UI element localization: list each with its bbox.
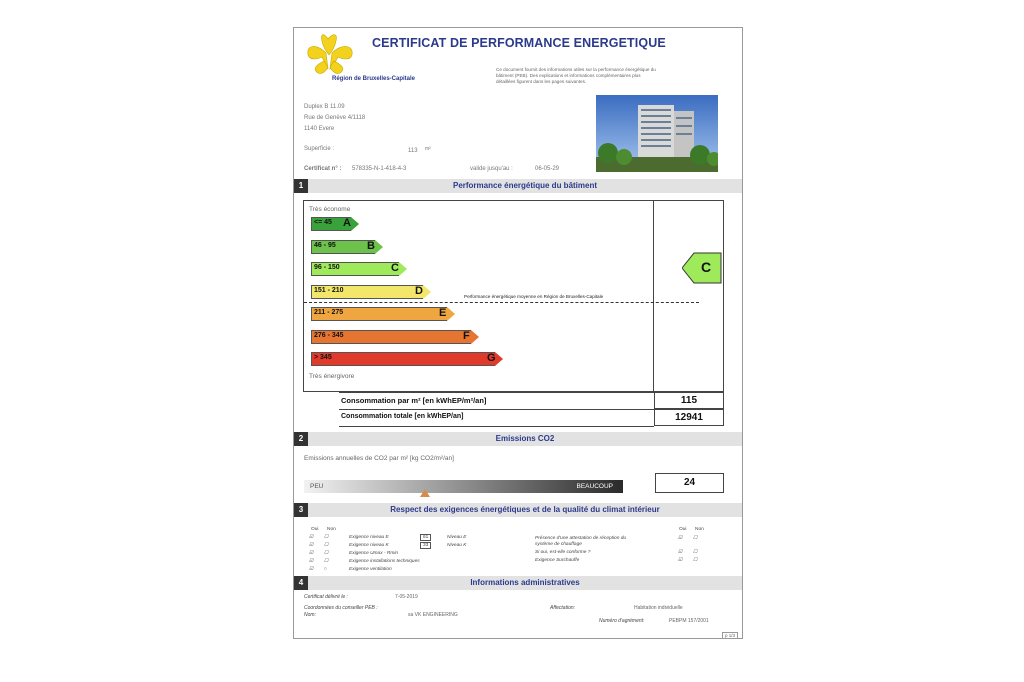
requirement-label: Si oui, est-elle conforme ?	[535, 550, 591, 555]
energy-class-c	[311, 262, 407, 276]
energy-class-tip	[399, 262, 407, 276]
scale-top-label: Très économe	[309, 206, 351, 213]
section-2-number: 2	[294, 432, 308, 446]
requirement-label: Exigence installations techniques	[349, 559, 420, 564]
requirement-extra: Niveau K	[447, 543, 467, 548]
delivered-label: Certificat délivré le :	[304, 594, 348, 600]
requirement-label: Exigence niveau K	[349, 543, 389, 548]
advisor-label: Coordonnées du conseiller PEB :	[304, 605, 378, 611]
energy-class-tip	[375, 240, 383, 254]
valid-until-label: valide jusqu'au :	[470, 166, 513, 172]
check-oui: ☑	[309, 535, 314, 540]
section-4-title: Informations administratives	[470, 578, 580, 587]
address-line-3: 1140 Evere	[304, 126, 335, 132]
section-3-number: 3	[294, 503, 308, 517]
consumption-total-label: Consommation totale [en kWhEP/an]	[341, 413, 464, 420]
delivered-value: 7-05-2019	[395, 594, 418, 600]
cons-line-2	[339, 409, 654, 410]
energy-class-tip	[351, 217, 359, 231]
list-item	[535, 536, 720, 550]
page-title: CERTIFICAT DE PERFORMANCE ENERGETIQUE	[372, 36, 666, 50]
energy-class-range: 276 - 345	[314, 331, 344, 339]
intro-text: Ce document fournit des informations utiles sur la performance énergétique du bâtiment (PEB). Des explications et informations complémentaires plus détaillées figurent dans les pages suivantes.	[496, 67, 656, 84]
energy-class-letter: A	[343, 217, 351, 229]
energy-class-letter: G	[487, 352, 496, 364]
co2-indicator-icon	[420, 489, 430, 497]
list-item	[309, 535, 509, 543]
energy-class-d	[311, 285, 431, 299]
name-value: sa VK ENGINEERING	[408, 612, 458, 618]
average-label: Performance énergétique moyenne en Région de Bruxelles-Capitale	[464, 294, 604, 299]
check-non: ☐	[693, 558, 698, 563]
certificate-label: Certificat n° :	[304, 166, 342, 172]
energy-class-bar	[311, 352, 495, 366]
list-item	[535, 558, 720, 566]
requirement-label: Exigence niveau E	[349, 535, 389, 540]
average-line	[304, 302, 699, 303]
region-name: Région de Bruxelles-Capitale	[332, 76, 416, 82]
energy-class-tip	[495, 352, 503, 366]
requirement-label: Présence d'une attestation de réception du système de chauffage	[535, 536, 627, 547]
section-1-title: Performance énergétique du bâtiment	[452, 181, 598, 190]
surface-unit: m²	[425, 146, 431, 152]
list-item	[309, 567, 509, 575]
section-1-header	[294, 179, 742, 193]
consumption-per-m2-value: 115	[654, 392, 724, 409]
check-oui: ☑	[678, 550, 683, 555]
iris-logo-icon	[298, 31, 362, 77]
energy-class-letter: D	[415, 284, 423, 297]
approval-value: PEBPM 157/2001	[669, 618, 709, 624]
requirement-box: 33	[420, 542, 431, 549]
energy-class-range: 46 - 95	[314, 241, 336, 249]
check-oui: ☑	[678, 558, 683, 563]
section-2-title: Emissions CO2	[495, 434, 555, 443]
current-class-letter: C	[700, 259, 712, 275]
energy-class-letter: F	[463, 329, 470, 342]
check-non: ☐	[324, 543, 329, 548]
co2-scale-bar	[304, 480, 623, 493]
check-non: ☐	[693, 550, 698, 555]
surface-value: 113	[408, 148, 418, 154]
requirement-left-list	[309, 535, 509, 575]
check-oui: ☑	[309, 543, 314, 548]
check-oui: ☑	[678, 536, 683, 541]
requirement-extra: Niveau E	[447, 535, 467, 540]
energy-class-letter: B	[367, 239, 375, 252]
requirement-label: Exigence ventilation	[349, 567, 392, 572]
check-non: ☐	[693, 536, 698, 541]
requirement-label: Exigence Surchauffe	[535, 558, 580, 563]
current-class-box	[654, 200, 724, 392]
section-3-title: Respect des exigences énergétiques et de la qualité du climat intérieur	[390, 505, 660, 514]
energy-class-range: <= 45	[314, 219, 332, 226]
list-item	[309, 559, 509, 567]
name-label: Nom:	[304, 612, 316, 618]
energy-class-range: > 345	[314, 354, 332, 361]
energy-class-range: 151 - 210	[314, 286, 344, 294]
surface-label: Superficie :	[304, 146, 335, 152]
scale-bottom-label: Très énergivore	[309, 373, 355, 380]
energy-class-tip	[471, 330, 479, 344]
consumption-total-value: 12941	[654, 409, 724, 426]
energy-scale-box	[303, 200, 654, 392]
left-non-header: Non	[327, 527, 336, 532]
check-oui: ☑	[309, 551, 314, 556]
section-2-header	[294, 432, 742, 446]
left-oui-header: Oui	[311, 527, 319, 532]
certificate-number: 578335-N-1-418-4-3	[352, 166, 407, 172]
co2-beaucoup-label: BEAUCOUP	[576, 483, 613, 490]
requirement-box: 61	[420, 534, 431, 541]
energy-class-letter: C	[391, 262, 399, 274]
requirement-right-list	[535, 536, 720, 566]
building-photo	[596, 95, 718, 172]
right-non-header: Non	[695, 527, 704, 532]
energy-class-e	[311, 307, 455, 321]
check-non: ○	[324, 567, 327, 572]
energy-class-f	[311, 330, 479, 344]
section-4-header	[294, 576, 742, 590]
check-oui: ☑	[309, 567, 314, 572]
energy-class-range: 211 - 275	[314, 309, 344, 316]
co2-value: 24	[655, 473, 724, 493]
co2-peu-label: PEU	[310, 483, 324, 490]
check-non: ☐	[324, 551, 329, 556]
energy-class-tip	[447, 307, 455, 321]
energy-class-range: 96 - 150	[314, 264, 340, 271]
energy-class-tip	[423, 285, 431, 299]
check-non: ☐	[324, 535, 329, 540]
energy-class-a	[311, 217, 359, 231]
page-number: p 1/3	[722, 632, 738, 639]
section-4-number: 4	[294, 576, 308, 590]
check-oui: ☑	[309, 559, 314, 564]
check-non: ☐	[324, 559, 329, 564]
address-line-1: Duplex B 11.09	[304, 104, 345, 110]
cons-line-3	[339, 426, 654, 427]
energy-class-letter: E	[439, 307, 447, 319]
valid-until-value: 06-05-29	[535, 166, 560, 172]
approval-label: Numéro d'agrément:	[599, 618, 645, 624]
list-item	[309, 543, 509, 551]
energy-class-b	[311, 240, 383, 254]
right-oui-header: Oui	[679, 527, 687, 532]
list-item	[309, 551, 509, 559]
requirement-label: Exigence Umax - Rmin	[349, 551, 399, 556]
section-1-number: 1	[294, 179, 308, 193]
section-3-header	[294, 503, 742, 517]
consumption-per-m2-label: Consommation par m² [en kWhEP/m²/an]	[341, 396, 487, 405]
affectation-label: Affectation:	[550, 605, 576, 611]
affectation-value: Habitation individuelle	[634, 605, 683, 611]
address-line-2: Rue de Genève 4/1118	[304, 115, 366, 121]
co2-sublabel: Emissions annuelles de CO2 par m² [kg CO2/m²/an]	[304, 455, 454, 462]
certificate-page	[293, 27, 743, 639]
energy-class-g	[311, 352, 503, 366]
list-item	[535, 550, 720, 558]
